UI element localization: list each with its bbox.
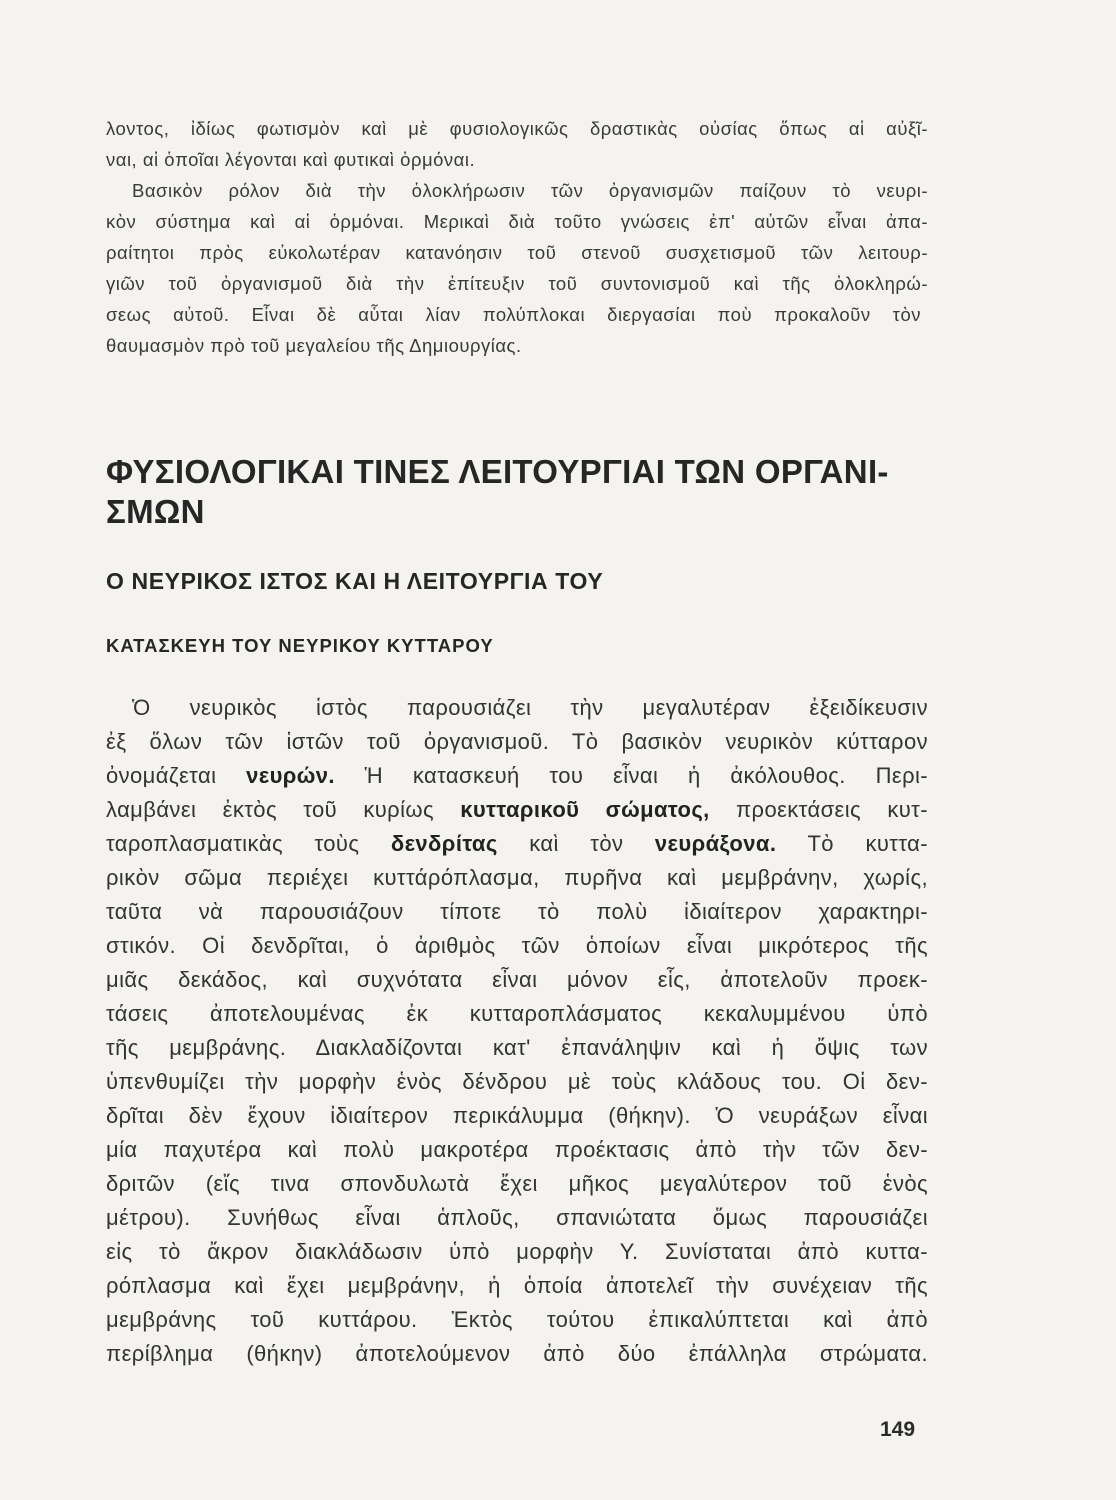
- body-line: εἰς τὸ ἄκρον διακλάδωσιν ὑπὸ μορφὴν Υ. Συνίσταται ἀπὸ κυττα-: [106, 1239, 928, 1264]
- subsection-heading: ΚΑΤΑΣΚΕΥΗ ΤΟΥ ΝΕΥΡΙΚΟΥ ΚΥΤΤΑΡΟΥ: [106, 635, 494, 656]
- body-line: περίβλημα (θήκην) ἀποτελούμενον ἀπὸ δύο ἐπάλληλα στρώματα.: [106, 1341, 928, 1366]
- bold-term: νευρών.: [246, 763, 335, 788]
- body-line: [106, 831, 928, 857]
- body-line: Ὁ νευρικὸς ἱστὸς παρουσιάζει τὴν μεγαλυτέραν ἐξειδίκευσιν: [132, 695, 928, 720]
- body-line: δρῖται δὲν ἔχουν ἰδιαίτερον περικάλυμμα (θήκην). Ὁ νευράξων εἶναι: [106, 1103, 928, 1128]
- intro-line: θαυμασμὸν πρὸ τοῦ μεγαλείου τῆς Δημιουργίας.: [106, 335, 522, 356]
- body-line: δριτῶν (εἴς τινα σπονδυλωτὰ ἔχει μῆκος μεγαλύτερον τοῦ ἑνὸς: [106, 1171, 928, 1196]
- body-line: μία παχυτέρα καὶ πολὺ μακροτέρα προέκτασις ἀπὸ τὴν τῶν δεν-: [106, 1137, 928, 1162]
- body-line: ταῦτα νὰ παρουσιάζουν τίποτε τὸ πολὺ ἰδιαίτερον χαρακτηρι-: [106, 899, 928, 924]
- intro-line: γιῶν τοῦ ὀργανισμοῦ διὰ τὴν ἐπίτευξιν τοῦ συντονισμοῦ καὶ τῆς ὁλοκληρώ-: [106, 273, 928, 294]
- text-run: Τὸ κυττα-: [776, 831, 928, 856]
- text-run: Ἡ κατασκευή του εἶναι ἡ ἀκόλουθος. Περι-: [334, 763, 928, 788]
- body-line: ρόπλασμα καὶ ἔχει μεμβράνην, ἡ ὁποία ἀποτελεῖ τὴν συνέχειαν τῆς: [106, 1273, 928, 1298]
- intro-line: ναι, αἱ ὁποῖαι λέγονται καὶ φυτικαὶ ὁρμόναι.: [106, 149, 476, 170]
- intro-line: λοντος, ἰδίως φωτισμὸν καὶ μὲ φυσιολογικῶς δραστικὰς οὐσίας ὅπως αἱ αὐξῖ-: [106, 118, 928, 139]
- body-line: ρικὸν σῶμα περιέχει κυττάρόπλασμα, πυρῆνα καὶ μεμβράνην, χωρίς,: [106, 865, 928, 890]
- text-run: λαμβάνει ἐκτὸς τοῦ κυρίως: [106, 797, 461, 822]
- text-run: ταροπλασματικὰς τοὺς: [106, 831, 391, 856]
- intro-line: Βασικὸν ρόλον διὰ τὴν ὁλοκλήρωσιν τῶν ὀργανισμῶν παίζουν τὸ νευρι-: [132, 180, 928, 201]
- bold-term: δενδρίτας: [390, 831, 498, 856]
- body-line: μιᾶς δεκάδος, καὶ συχνότατα εἶναι μόνον εἷς, ἀποτελοῦν προεκ-: [106, 967, 928, 992]
- body-line: [106, 797, 928, 823]
- section-heading: Ο ΝΕΥΡΙΚΟΣ ΙΣΤΟΣ ΚΑΙ Η ΛΕΙΤΟΥΡΓΙΑ ΤΟΥ: [106, 568, 604, 594]
- text-run: ὀνομάζεται: [106, 763, 247, 788]
- intro-line: κὸν σύστημα καὶ αἱ ὁρμόναι. Μερικαὶ διὰ τοῦτο γνώσεις ἐπ' αὐτῶν εἶναι ἀπα-: [106, 211, 928, 232]
- body-line: τῆς μεμβράνης. Διακλαδίζονται κατ' ἐπανάληψιν καὶ ἡ ὄψις των: [106, 1035, 928, 1060]
- intro-line: ραίτητοι πρὸς εὐκολωτέραν κατανόησιν τοῦ στενοῦ συσχετισμοῦ τῶν λειτουρ-: [106, 242, 928, 263]
- text-run: καὶ τὸν: [497, 831, 655, 856]
- body-line: μεμβράνης τοῦ κυττάρου. Ἐκτὸς τούτου ἐπικαλύπτεται καὶ ἀπὸ: [106, 1307, 928, 1332]
- intro-line: σεως αὐτοῦ. Εἶναι δὲ αὗται λίαν πολύπλοκαι διεργασίαι ποὺ προκαλοῦν τὸν: [106, 304, 921, 325]
- bold-term: νευράξονα.: [654, 831, 777, 856]
- body-line: [106, 763, 928, 789]
- page-number: 149: [880, 1418, 916, 1441]
- text-run: προεκτάσεις κυτ-: [709, 797, 928, 822]
- bold-term: κυτταρικοῦ σώματος,: [460, 797, 710, 822]
- body-line: ὑπενθυμίζει τὴν μορφὴν ἑνὸς δένδρου μὲ τοὺς κλάδους του. Οἱ δεν-: [106, 1069, 928, 1094]
- body-line: ἐξ ὅλων τῶν ἱστῶν τοῦ ὀργανισμοῦ. Τὸ βασικὸν νευρικὸν κύτταρον: [106, 729, 928, 754]
- chapter-heading-line: ΦΥΣΙΟΛΟΓΙΚΑΙ ΤΙΝΕΣ ΛΕΙΤΟΥΡΓΙΑΙ ΤΩΝ ΟΡΓΑΝΙ-: [106, 453, 889, 490]
- chapter-heading-line: ΣΜΩΝ: [106, 493, 205, 530]
- chapter-heading: [106, 452, 956, 532]
- body-line: τάσεις ἀποτελουμένας ἐκ κυτταροπλάσματος κεκαλυμμένου ὑπὸ: [106, 1001, 928, 1026]
- body-line: μέτρου). Συνήθως εἶναι ἁπλοῦς, σπανιώτατα ὅμως παρουσιάζει: [106, 1205, 928, 1230]
- body-line: στικόν. Οἱ δενδρῖται, ὁ ἀριθμὸς τῶν ὁποίων εἶναι μικρότερος τῆς: [106, 933, 928, 958]
